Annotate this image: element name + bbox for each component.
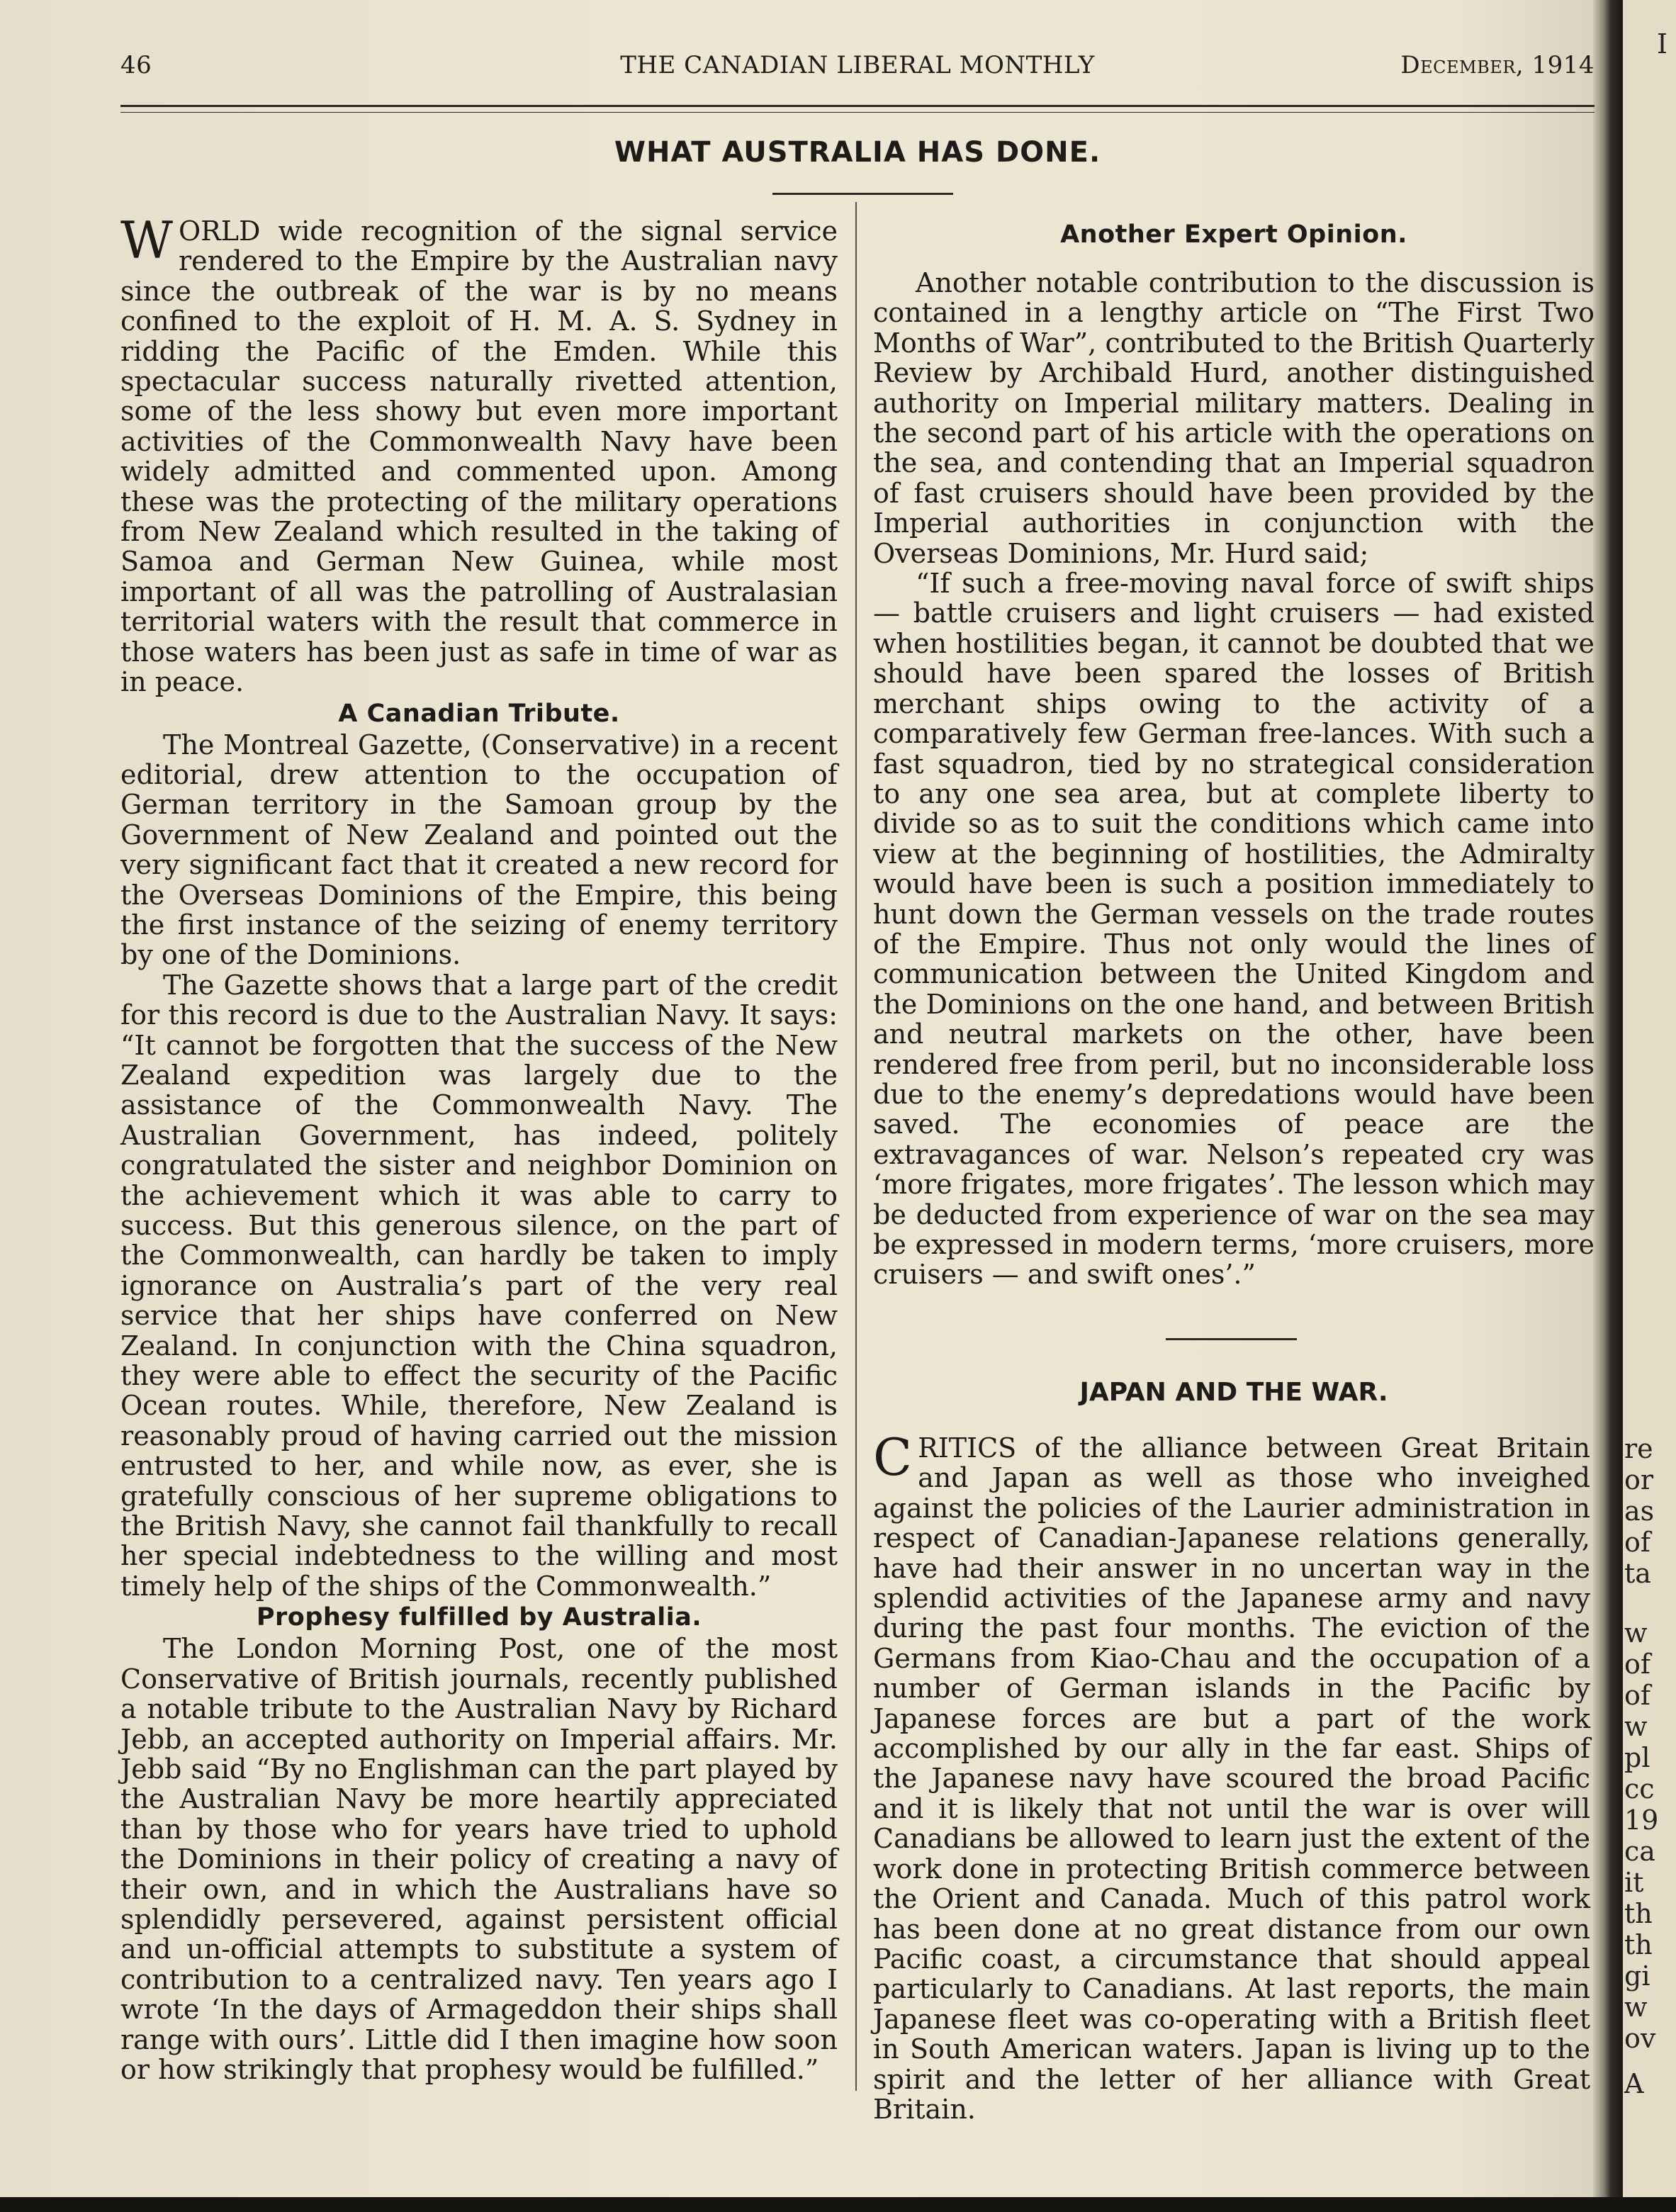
intro-paragraph <box>120 210 838 698</box>
section-heading: A Canadian Tribute. <box>338 699 620 728</box>
title-rule <box>772 193 953 195</box>
body-paragraph <box>873 1427 1590 2125</box>
article-title: JAPAN AND THE WAR. <box>1079 1378 1388 1407</box>
header-rule-thick <box>120 105 1595 107</box>
page-number: 46 <box>120 51 152 79</box>
edge-fragment: I <box>1657 28 1668 60</box>
edge-fragment: it <box>1624 1867 1644 1898</box>
right-column-bottom <box>873 1427 1590 2125</box>
edge-fragment: 19 <box>1624 1804 1659 1836</box>
body-paragraph: “If such a free-moving naval force of swift ships — battle cruisers and light cruisers — had existed when hostilities began, it cannot be doubted that we should have been spared the losses of British merchant ships owing to the activity of a comparatively few German free-lances. With such a fast squadron, tied by no strategical consideration to any one sea area, but at complete liberty to divide so as to suit the conditions which came into view at the beginning of hostilities, the Admiralty would have been is such a position immediately to hunt down the German vessels on the trade routes of the Empire. Thus not only would the lines of communication between the United Kingdom and the Dominions on the one hand, and between British and neutral markets on the other, have been rendered free from peril, but no inconsiderable loss due to the enemy’s depredations would have been saved. The economies of peace are the extravagances of war. Nelson’s repeated cry was ‘more frigates, more frigates’. The lesson which may be deducted from experience of war on the sea may be expressed in modern terms, ‘more cruisers, more cruisers — and swift ones’.” <box>873 568 1595 1291</box>
publication-title: THE CANADIAN LIBERAL MONTHLY <box>620 51 1095 79</box>
drop-cap: C <box>873 1427 913 1487</box>
body-paragraph: Another notable contribution to the discussion is contained in a lengthy article on “The First Two Months of War”, contributed to the British Quarterly Review by Archibald Hurd, another distinguished authority on Imperial military matters. Dealing in the second part of his article with the operations on the sea, and contending that an Imperial squadron of fast cruisers should have been provided by the Imperial authorities in conjunction with the Overseas Dominions, Mr. Hurd said; <box>873 267 1595 569</box>
edge-fragment: or <box>1624 1464 1654 1495</box>
edge-fragment: ta <box>1624 1558 1651 1589</box>
scan-bottom-edge <box>0 2197 1676 2212</box>
edge-fragment: ca <box>1624 1836 1655 1867</box>
edge-fragment: pl <box>1624 1742 1650 1773</box>
edge-fragment: w <box>1624 1617 1648 1649</box>
article-separator-rule <box>1166 1338 1297 1340</box>
edge-fragment: ov <box>1624 2023 1656 2054</box>
edge-fragment: of <box>1624 1680 1650 1711</box>
header-rule-thin <box>120 112 1595 113</box>
section-heading: Prophesy fulfilled by Australia. <box>256 1603 702 1632</box>
body-paragraph: The London Morning Post, one of the most Conservative of British journals, recently published a notable tribute to the Australian Navy by Richard Jebb, an accepted authority on Imperial affairs. Mr. Jebb said “By no Englishman can the part played by the Australian Navy be more heartily appreciated than by those who for years have tried to uphold the Dominions in their policy of creating a navy of their own, and in which the Australians have so splendidly persevered, against persistent official and un-official attempts to substitute a system of contribution to a centralized navy. Ten years ago I wrote ‘In the days of Armageddon their ships shall range with ours’. Little did I then imagine how soon or how strikingly that prophesy would be fulfilled.” <box>120 1633 838 2085</box>
section-heading: Another Expert Opinion. <box>1060 220 1407 249</box>
article-title: WHAT AUSTRALIA HAS DONE. <box>614 136 1101 169</box>
edge-fragment: A <box>1624 2068 1644 2099</box>
book-gutter <box>1593 0 1623 2212</box>
body-paragraph: The Montreal Gazette, (Conservative) in a recent editorial, drew attention to the occupation of German territory in the Samoan group by the Government of New Zealand and pointed out the very significant fact that it created a new record for the Overseas Dominions of the Empire, this being the first instance of the seizing of enemy territory by one of the Dominions. <box>120 729 838 971</box>
adjacent-page-edge <box>1623 0 1676 2212</box>
column-divider <box>855 202 857 2091</box>
edge-fragment: cc <box>1624 1773 1655 1804</box>
drop-cap: W <box>120 210 174 270</box>
intro-text: ORLD wide recognition of the signal service rendered to the Empire by the Australian navy since the outbreak of the war is by no means confined to the exploit of H. M. A. S. Sydney in ridding the Pacific of the Emden. While this spectacular success naturally rivetted attention, some of the less showy but even more important activities of the Commonwealth Navy have been widely admitted and commented upon. Among these was the protecting of the military operations from New Zealand which resulted in the taking of Samoa and German New Guinea, while most important of all was the patrolling of Australasian territorial waters with the result that commerce in those waters has been just as safe in time of war as in peace. <box>120 215 838 698</box>
edge-fragment: of <box>1624 1527 1650 1558</box>
edge-fragment: w <box>1624 1992 1648 2023</box>
edge-fragment: th <box>1624 1898 1653 1929</box>
edge-fragment: gi <box>1624 1960 1650 1992</box>
edge-fragment: th <box>1624 1929 1653 1960</box>
body-paragraph: The Gazette shows that a large part of the credit for this record is due to the Australian Navy. It says: “It cannot be forgotten that the success of the New Zealand expedition was largely due to the assistance of the Commonwealth Navy. The Australian Government, has indeed, politely congratulated the sister and neighbor Dominion on the achievement which it was able to carry to success. But this generous silence, on the part of the Commonwealth, can hardly be taken to imply ignorance on Australia’s part of the very real service that her ships have conferred on New Zealand. In conjunction with the China squadron, they were able to effect the security of the Pacific Ocean routes. While, therefore, New Zealand is reasonably proud of having carried out the mission entrusted to her, and while now, as ever, she is gratefully conscious of her supreme obligations to the British Navy, she cannot fail thankfully to recall her special indebtedness to the willing and most timely help of the ships of the Commonwealth.” <box>120 969 838 1602</box>
edge-fragment: of <box>1624 1649 1650 1680</box>
left-column <box>120 210 838 2085</box>
edge-fragment: w <box>1624 1711 1648 1742</box>
issue-date: December, 1914 <box>1400 51 1595 79</box>
right-column-top <box>873 218 1595 1290</box>
edge-fragment: re <box>1624 1433 1653 1464</box>
edge-fragment: as <box>1624 1495 1655 1527</box>
body-text: RITICS of the alliance between Great Britain and Japan as well as those who inveighed against the policies of the Laurier administration in respect of Canadian-Japanese relations generally, have had their answer in no uncertan way in the splendid activities of the Japanese army and navy during the past four months. The eviction of the Germans from Kiao-Chau and the occupation of a number of German islands in the Pacific by Japanese forces are but a part of the work accomplished by our ally in the far east. Ships of the Japanese navy have scoured the broad Pacific and it is likely that not until the war is over will Canadians be allowed to learn just the extent of the work done in protecting British commerce between the Orient and Canada. Much of this patrol work has been done at no great distance from our own Pacific coast, a circumstance that should appeal particularly to Canadians. At last reports, the main Japanese fleet was co-operating with a British fleet in South American waters. Japan is living up to the spirit and the letter of her alliance with Great Britain. <box>873 1432 1590 2125</box>
running-header <box>120 51 1595 86</box>
